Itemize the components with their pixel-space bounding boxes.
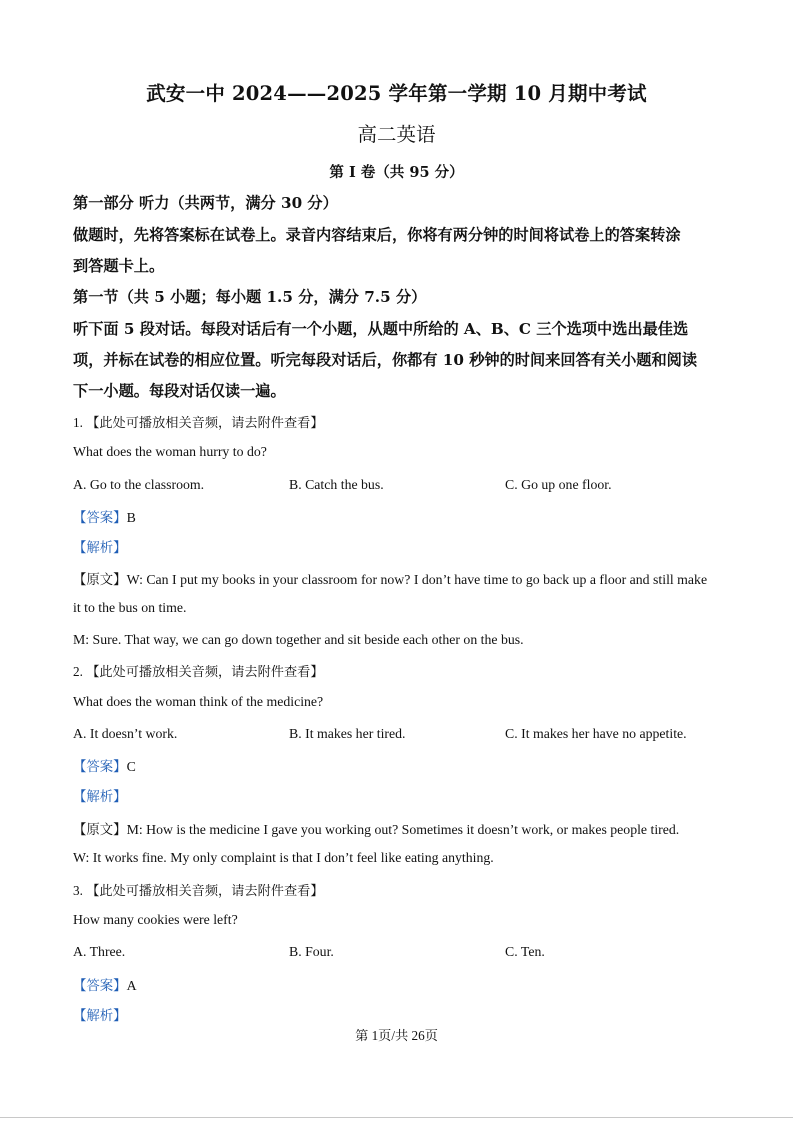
instruction-line-1: 听下面 5 段对话。每段对话后有一个小题，从题中所给的 A、B、C 三个选项中选出最佳选 — [73, 320, 689, 338]
section-heading: 第一部分 听力（共两节，满分 30 分） — [73, 194, 338, 212]
question-2-answer — [73, 756, 136, 775]
part-heading: 第一节（共 5 小题；每小题 1.5 分，满分 7.5 分） — [73, 288, 427, 306]
question-3-option-c: C. Ten. — [505, 944, 545, 959]
question-2-text: What does the woman think of the medicine? — [73, 694, 324, 709]
exam-subject: 高二英语 — [357, 123, 436, 146]
question-3-audio-marker[interactable]: 3. 【此处可播放相关音频，请去附件查看】 — [73, 883, 324, 898]
answer-value: B — [126, 510, 136, 525]
question-2-original-line-1 — [73, 819, 679, 838]
question-2-option-b: B. It makes her tired. — [289, 726, 406, 741]
question-3-text: How many cookies were left? — [73, 912, 238, 927]
question-1-option-a: A. Go to the classroom. — [73, 477, 205, 492]
instruction-line-2: 项，并标在试卷的相应位置。听完每段对话后，你都有 10 秒钟的时间来回答有关小题和阅读 — [73, 351, 698, 369]
page-bottom-divider — [0, 1117, 793, 1118]
section-intro-line-2: 到答题卡上。 — [73, 257, 165, 275]
question-3-answer — [73, 975, 137, 994]
question-2-original-line-2: W: It works fine. My only complaint is that I don’t feel like eating anything. — [73, 850, 494, 865]
question-1-original-line-1 — [73, 569, 707, 588]
exam-title: 武安一中 2024——2025 学年第一学期 10 月期中考试 — [146, 82, 647, 105]
answer-label: 【答案】 — [73, 979, 127, 994]
question-1-original-line-3: M: Sure. That way, we can go down together and sit beside each other on the bus. — [73, 632, 524, 647]
instruction-line-3: 下一小题。每段对话仅读一遍。 — [73, 382, 286, 400]
answer-value: C — [126, 759, 136, 774]
answer-label: 【答案】 — [73, 760, 127, 775]
section-intro-line-1: 做题时，先将答案标在试卷上。录音内容结束后，你将有两分钟的时间将试卷上的答案转涂 — [73, 226, 681, 244]
volume-heading: 第 I 卷（共 95 分） — [329, 164, 464, 181]
question-1-original-line-2: it to the bus on time. — [73, 600, 187, 615]
answer-label: 【答案】 — [73, 511, 127, 526]
question-2-option-a: A. It doesn’t work. — [73, 726, 178, 741]
question-3-analysis-label: 【解析】 — [73, 1009, 127, 1024]
question-1-audio-marker[interactable]: 1. 【此处可播放相关音频，请去附件查看】 — [73, 415, 324, 430]
question-1-text: What does the woman hurry to do? — [73, 444, 267, 459]
question-1-analysis-label: 【解析】 — [73, 541, 127, 556]
question-3-option-b: B. Four. — [289, 944, 334, 959]
question-2-audio-marker[interactable]: 2. 【此处可播放相关音频，请去附件查看】 — [73, 664, 324, 679]
question-1-option-b: B. Catch the bus. — [289, 477, 384, 492]
question-1-option-c: C. Go up one floor. — [505, 477, 612, 492]
question-1-answer — [73, 507, 136, 526]
question-2-option-c: C. It makes her have no appetite. — [505, 726, 687, 741]
original-label: 【原文】 — [73, 573, 127, 588]
original-text: M: How is the medicine I gave you working out? Sometimes it doesn’t work, or makes people tired. — [126, 822, 680, 837]
answer-value: A — [126, 978, 137, 993]
question-2-analysis-label: 【解析】 — [73, 790, 127, 805]
original-text: W: Can I put my books in your classroom for now? I don’t have time to go back up a floor and still make — [126, 572, 708, 587]
page-number: 第 1页/共 26页 — [355, 1028, 438, 1043]
question-3-option-a: A. Three. — [73, 944, 126, 959]
original-label: 【原文】 — [73, 823, 127, 838]
